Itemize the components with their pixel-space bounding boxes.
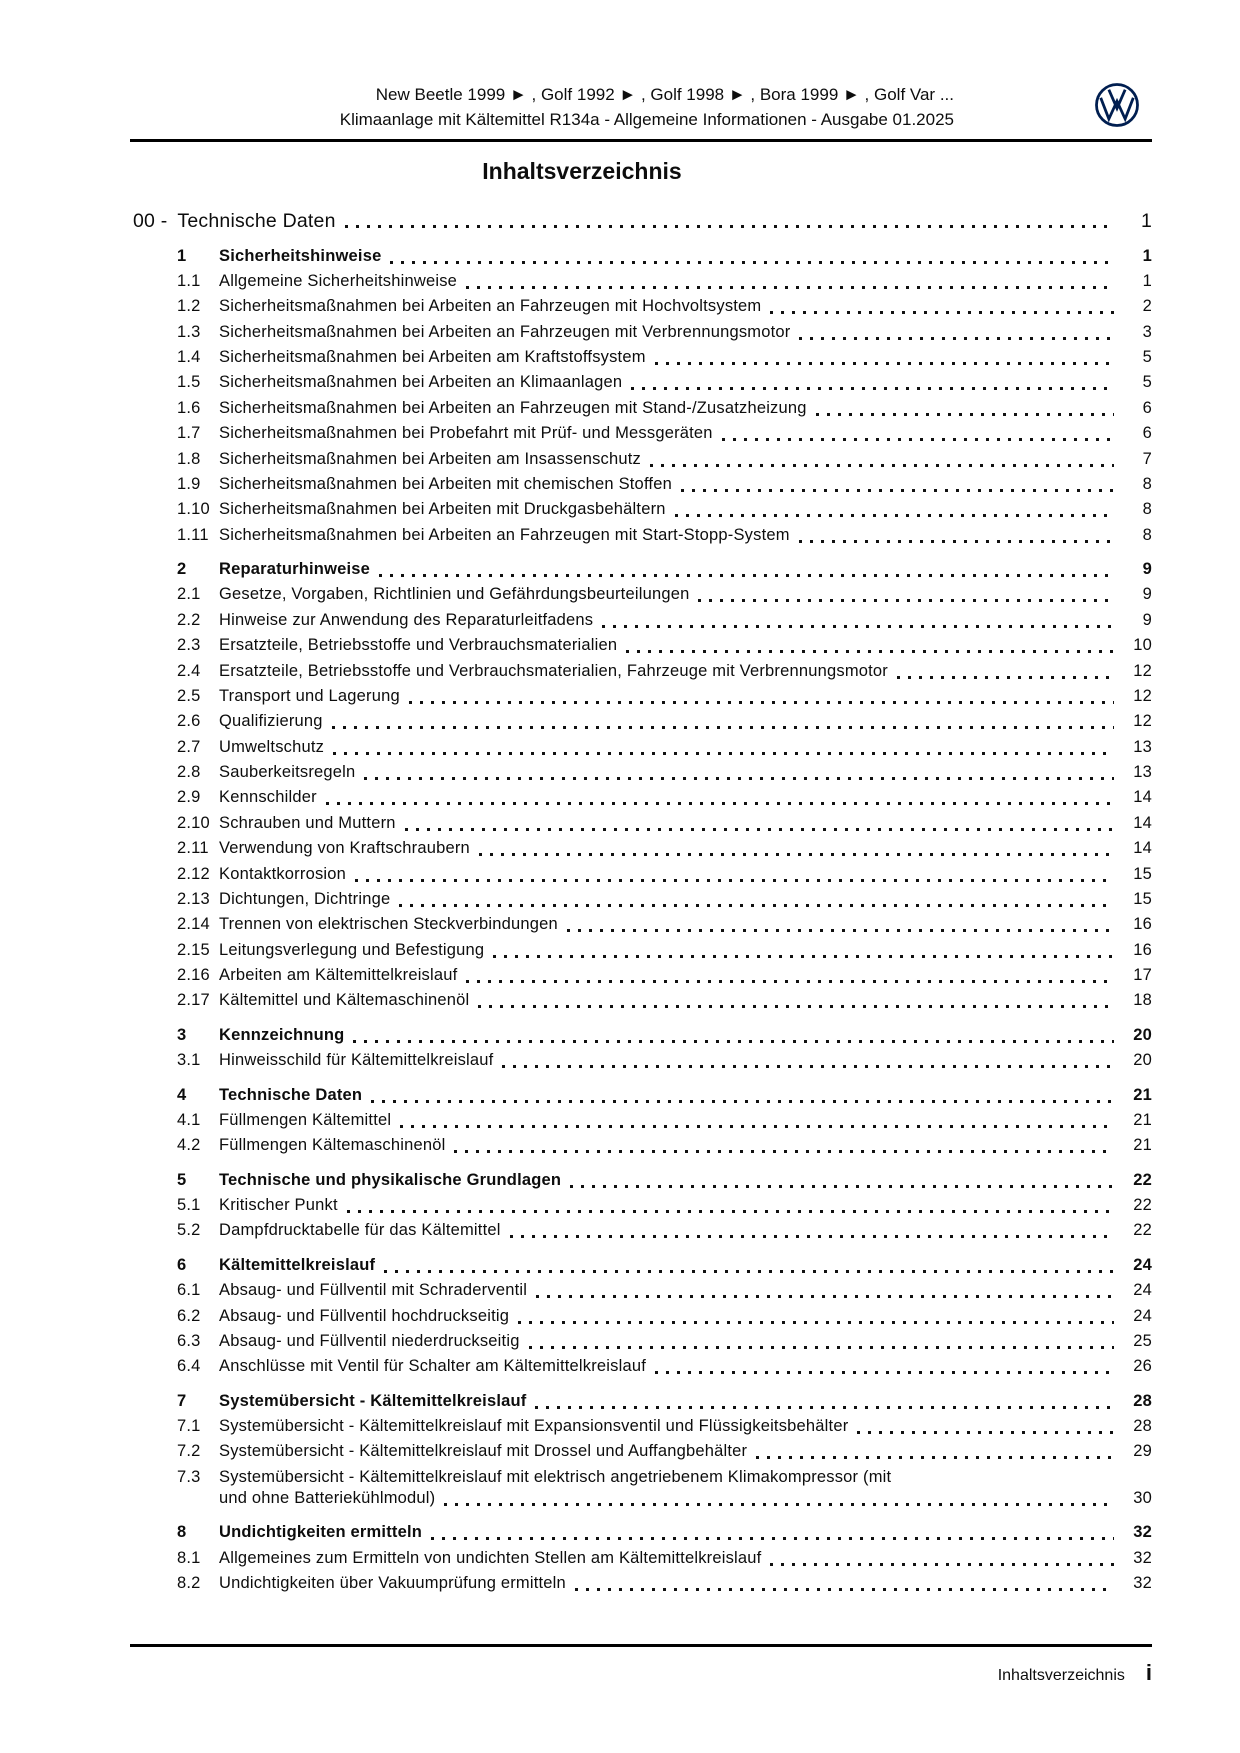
dot-leader	[722, 438, 1114, 441]
toc-entry-number: 4	[177, 1085, 187, 1104]
dot-leader	[857, 1431, 1114, 1434]
toc-entry-number: 1.7	[177, 424, 201, 443]
footer-divider	[130, 1644, 1152, 1647]
dot-leader	[431, 1537, 1114, 1540]
dot-leader	[799, 540, 1114, 543]
dot-leader	[897, 676, 1114, 679]
toc-entry-page: 5	[1142, 373, 1152, 392]
toc-entry-number: 5.1	[177, 1196, 201, 1215]
dot-leader	[650, 464, 1114, 467]
toc-entry-page: 13	[1133, 737, 1152, 756]
toc-entry	[130, 861, 1152, 886]
toc-entry-page: 14	[1133, 788, 1152, 807]
toc-entry	[130, 811, 1152, 836]
dot-leader	[698, 599, 1114, 602]
toc-entry-number: 2.6	[177, 712, 201, 731]
toc-entry-title: Technische und physikalische Grundlagen	[219, 1170, 562, 1189]
dot-leader	[602, 625, 1114, 628]
toc-entry-title: Systemübersicht - Kältemittelkreislauf mit elektrisch angetriebenem Klimakompressor (mit	[219, 1467, 892, 1486]
header-divider	[130, 139, 1152, 142]
dot-leader	[478, 1005, 1114, 1008]
toc-entry-number: 4.1	[177, 1110, 201, 1129]
toc-entry-title: Absaug- und Füllventil niederdruckseitig	[219, 1331, 520, 1350]
dot-leader	[493, 955, 1114, 958]
toc-entry	[130, 1218, 1152, 1243]
toc-entry-page: 16	[1133, 915, 1152, 934]
toc-entry	[130, 1354, 1152, 1379]
toc-entry-number: 7.3	[177, 1467, 201, 1486]
toc-entry-title: Systemübersicht - Kältemittelkreislauf mit Expansionsventil und Flüssigkeitsbehälter	[219, 1417, 849, 1436]
toc-entry-title: Kältemittel und Kältemaschinenöl	[219, 991, 470, 1010]
toc-entry-page: 25	[1133, 1331, 1152, 1350]
page-title: Inhaltsverzeichnis	[482, 158, 682, 184]
toc-entry-number: 2.13	[177, 889, 210, 908]
toc-entry-page: 24	[1133, 1281, 1152, 1300]
toc-entry-title: Umweltschutz	[219, 737, 325, 756]
toc-entry-number: 5.2	[177, 1221, 201, 1240]
dot-leader	[409, 701, 1114, 704]
toc-entry	[130, 912, 1152, 937]
dot-leader	[347, 1210, 1114, 1213]
toc-entry-title: Sicherheitsmaßnahmen bei Arbeiten mit chemischen Stoffen	[219, 474, 672, 493]
dot-leader	[332, 726, 1114, 729]
toc-entry-page: 29	[1133, 1442, 1152, 1461]
dot-leader	[353, 1040, 1114, 1043]
toc-entry	[130, 1133, 1152, 1158]
toc-entry-page: 6	[1142, 398, 1152, 417]
toc-entry-title: Ersatzteile, Betriebsstoffe und Verbrauchsmaterialien	[219, 636, 618, 655]
toc-entry-page: 9	[1142, 585, 1152, 604]
dot-leader	[502, 1065, 1114, 1068]
toc-entry-page: 22	[1133, 1221, 1152, 1240]
toc-entry-number: 5	[177, 1170, 187, 1189]
toc-entry-number: 2.17	[177, 991, 210, 1010]
vw-logo-icon	[1094, 82, 1140, 128]
toc-entry-title: Hinweise zur Anwendung des Reparaturleitfadens	[219, 610, 594, 629]
toc-entry	[130, 1253, 1152, 1278]
toc-entry	[130, 1439, 1152, 1464]
toc-entry-title: Reparaturhinweise	[219, 560, 371, 579]
toc-entry	[130, 1023, 1152, 1048]
toc-entry-number: 1.8	[177, 449, 201, 468]
toc-entry	[130, 1571, 1152, 1596]
toc-entry-title: Füllmengen Kältemaschinenöl	[219, 1136, 446, 1155]
toc-entry-number: 6.1	[177, 1281, 201, 1300]
toc-entry	[130, 963, 1152, 988]
toc-entry-number: 7.2	[177, 1442, 201, 1461]
document-footer	[130, 1644, 1152, 1686]
dot-leader	[655, 362, 1114, 365]
toc-entry-page: 12	[1133, 686, 1152, 705]
toc-entry	[130, 988, 1152, 1013]
toc-entry-page: 28	[1133, 1391, 1152, 1410]
toc-entry	[130, 735, 1152, 760]
toc-entry-number: 2.15	[177, 940, 210, 959]
dot-leader	[454, 1150, 1114, 1153]
toc-entry-number: 1.3	[177, 322, 201, 341]
toc-entry-page: 15	[1133, 889, 1152, 908]
toc-entry-number: 1.10	[177, 500, 210, 519]
toc-entry-number: 1.9	[177, 474, 201, 493]
toc-entry-title: Dichtungen, Dichtringe	[219, 889, 391, 908]
toc-entry-page: 32	[1133, 1573, 1152, 1592]
toc-entry-title: Kritischer Punkt	[219, 1196, 338, 1215]
toc-entry-number: 1.4	[177, 348, 201, 367]
dot-leader	[770, 311, 1114, 314]
toc-entry-page: 9	[1142, 560, 1152, 579]
dot-leader	[756, 1456, 1114, 1459]
toc-entry-number: 7	[177, 1391, 187, 1410]
toc-entry-number: 8	[177, 1523, 187, 1542]
toc-list	[130, 209, 1152, 1596]
toc-entry	[130, 760, 1152, 785]
toc-entry-title: Kennzeichnung	[219, 1025, 345, 1044]
toc-entry	[130, 785, 1152, 810]
dot-leader	[655, 1371, 1114, 1374]
toc-entry	[130, 1193, 1152, 1218]
toc-entry	[130, 557, 1152, 582]
toc-entry-title: Undichtigkeiten ermitteln	[219, 1523, 423, 1542]
toc-entry-title: Sicherheitsmaßnahmen bei Probefahrt mit Prüf- und Messgeräten	[219, 424, 713, 443]
toc-entry-page: 30	[1133, 1488, 1152, 1507]
toc-entry-title: Sicherheitsmaßnahmen bei Arbeiten mit Druckgasbehältern	[219, 500, 666, 519]
toc-entry-title: Ersatzteile, Betriebsstoffe und Verbrauchsmaterialien, Fahrzeuge mit Verbrennungsmotor	[219, 661, 888, 680]
toc-entry-number: 8.1	[177, 1548, 201, 1567]
toc-entry	[130, 1278, 1152, 1303]
dot-leader	[444, 1503, 1114, 1506]
toc-entry-page: 8	[1142, 525, 1152, 544]
dot-leader	[333, 752, 1114, 755]
toc-entry	[130, 1168, 1152, 1193]
dot-leader	[371, 1100, 1114, 1103]
dot-leader	[799, 337, 1114, 340]
toc-entry	[130, 446, 1152, 471]
toc-entry-page: 17	[1133, 966, 1152, 985]
toc-entry-title: Trennen von elektrischen Steckverbindungen	[219, 915, 558, 934]
toc-entry-title: Absaug- und Füllventil mit Schraderventil	[219, 1281, 528, 1300]
toc-entry-title: Leitungsverlegung und Befestigung	[219, 940, 485, 959]
toc-entry-page: 28	[1133, 1417, 1152, 1436]
header-model-line: New Beetle 1999 ► , Golf 1992 ► , Golf 1998 ► , Bora 1999 ► , Golf Var ...	[375, 85, 954, 104]
toc-entry-title: Gesetze, Vorgaben, Richtlinien und Gefährdungsbeurteilungen	[219, 585, 690, 604]
toc-entry-title: Allgemeines zum Ermitteln von undichten Stellen am Kältemittelkreislauf	[219, 1548, 762, 1567]
toc-entry-page: 21	[1133, 1110, 1152, 1129]
toc-entry-title: Undichtigkeiten über Vakuumprüfung ermitteln	[219, 1573, 566, 1592]
dot-leader	[400, 1125, 1114, 1128]
dot-leader	[399, 904, 1114, 907]
dot-leader	[479, 853, 1114, 856]
toc-entry-number: 2.10	[177, 813, 210, 832]
toc-entry-number: 1.5	[177, 373, 201, 392]
toc-entry-page: 18	[1133, 991, 1152, 1010]
toc-entry	[130, 608, 1152, 633]
toc-entry	[130, 320, 1152, 345]
dot-leader	[355, 879, 1114, 882]
toc-entry-title: Qualifizierung	[219, 712, 323, 731]
dot-leader	[529, 1346, 1114, 1349]
toc-entry	[130, 345, 1152, 370]
toc-entry-number: 7.1	[177, 1417, 201, 1436]
dot-leader	[575, 1588, 1114, 1591]
toc-entry-number: 1.2	[177, 297, 201, 316]
toc-entry-number: 2.14	[177, 915, 210, 934]
toc-entry	[130, 709, 1152, 734]
toc-entry-title: Schrauben und Muttern	[219, 813, 396, 832]
toc-entry	[130, 1545, 1152, 1570]
dot-leader	[536, 1295, 1114, 1298]
toc-entry	[130, 396, 1152, 421]
toc-entry	[130, 1329, 1152, 1354]
toc-entry-number: 2.1	[177, 585, 201, 604]
toc-entry-number: 4.2	[177, 1136, 201, 1155]
dot-leader	[364, 777, 1114, 780]
toc-entry-page: 26	[1133, 1357, 1152, 1376]
dot-leader	[466, 286, 1114, 289]
toc-entry-title: Kontaktkorrosion	[219, 864, 347, 883]
toc-entry-title: Sicherheitsmaßnahmen bei Arbeiten an Fahrzeugen mit Stand-/Zusatzheizung	[219, 398, 807, 417]
toc-entry-title: Sicherheitsmaßnahmen bei Arbeiten am Insassenschutz	[219, 449, 641, 468]
toc-entry-title: Arbeiten am Kältemittelkreislauf	[219, 966, 458, 985]
toc-entry-number: 6.4	[177, 1357, 201, 1376]
toc-entry	[130, 1108, 1152, 1133]
toc-entry-title: Dampfdrucktabelle für das Kältemittel	[219, 1221, 501, 1240]
toc-entry-page: 1	[1142, 246, 1152, 265]
dot-leader	[390, 261, 1114, 264]
toc-entry-number: 1.1	[177, 271, 201, 290]
toc-entry-page: 8	[1142, 500, 1152, 519]
toc-entry-title: Absaug- und Füllventil hochdruckseitig	[219, 1306, 510, 1325]
toc-entry-number: 1.11	[177, 525, 209, 544]
toc-entry-number: 3.1	[177, 1051, 201, 1070]
dot-leader	[770, 1563, 1114, 1566]
toc-entry-number: 2.9	[177, 788, 201, 807]
toc-entry	[130, 658, 1152, 683]
dot-leader	[570, 1185, 1114, 1188]
toc-entry	[130, 1520, 1152, 1545]
toc-entry-page: 10	[1133, 636, 1152, 655]
toc-entry-title: Allgemeine Sicherheitshinweise	[219, 271, 458, 290]
dot-leader	[681, 489, 1114, 492]
toc-entry-number: 6.2	[177, 1306, 201, 1325]
toc-entry-page: 20	[1133, 1025, 1152, 1044]
header-subtitle-line: Klimaanlage mit Kältemittel R134a - Allgemeine Informationen - Ausgabe 01.2025	[339, 110, 954, 129]
toc-entry-title: Systemübersicht - Kältemittelkreislauf	[219, 1391, 527, 1410]
toc-entry	[130, 269, 1152, 294]
toc-entry	[130, 370, 1152, 395]
toc-entry-number: 3	[177, 1025, 187, 1044]
toc-entry	[130, 209, 1152, 234]
toc-entry	[130, 1048, 1152, 1073]
toc-entry-number: 6	[177, 1255, 187, 1274]
toc-entry	[130, 1414, 1152, 1439]
toc-entry-title: Füllmengen Kältemittel	[219, 1110, 392, 1129]
toc-entry-title: Verwendung von Kraftschraubern	[219, 839, 470, 858]
toc-entry-title: Sicherheitsmaßnahmen bei Arbeiten an Klimaanlagen	[219, 373, 623, 392]
footer-label: Inhaltsverzeichnis	[997, 1667, 1125, 1684]
toc-entry-number: 8.2	[177, 1573, 201, 1592]
toc-entry-number: 2.11	[177, 839, 209, 858]
footer-page-number: i	[1145, 1660, 1152, 1685]
toc-entry-number: 1.6	[177, 398, 201, 417]
toc-entry	[130, 497, 1152, 522]
toc-entry	[130, 836, 1152, 861]
toc-entry	[130, 294, 1152, 319]
document-header	[130, 82, 1152, 132]
toc-entry	[130, 523, 1152, 548]
toc-entry	[130, 1082, 1152, 1107]
toc-entry-page: 12	[1133, 712, 1152, 731]
toc-entry-page: 14	[1133, 813, 1152, 832]
toc-entry-title: Kennschilder	[219, 788, 317, 807]
toc-entry-page: 20	[1133, 1051, 1152, 1070]
dot-leader	[326, 802, 1114, 805]
toc-entry-page: 32	[1133, 1523, 1152, 1542]
dot-leader	[567, 929, 1114, 932]
toc-entry-title-continued: und ohne Batteriekühlmodul)	[219, 1488, 436, 1507]
toc-entry-number: 00 -	[133, 210, 168, 233]
toc-entry-page: 21	[1133, 1085, 1152, 1104]
toc-entry	[130, 1389, 1152, 1414]
toc-entry-page: 5	[1142, 348, 1152, 367]
dot-leader	[816, 413, 1114, 416]
toc-entry-title: Anschlüsse mit Ventil für Schalter am Kältemittelkreislauf	[219, 1357, 647, 1376]
toc-entry-page: 6	[1142, 424, 1152, 443]
toc-entry-title: Technische Daten	[177, 210, 336, 233]
dot-leader	[510, 1235, 1114, 1238]
toc-entry-page: 1	[1142, 271, 1152, 290]
toc-entry-page: 3	[1142, 322, 1152, 341]
toc-entry-page: 12	[1133, 661, 1152, 680]
dot-leader	[535, 1406, 1114, 1409]
dot-leader	[405, 828, 1114, 831]
toc-entry	[130, 472, 1152, 497]
dot-leader	[631, 387, 1114, 390]
toc-entry-page: 2	[1142, 297, 1152, 316]
toc-entry-number: 2.16	[177, 966, 210, 985]
toc-entry	[130, 421, 1152, 446]
dot-leader	[466, 980, 1114, 983]
toc-entry-page: 32	[1133, 1548, 1152, 1567]
toc-entry-title: Sauberkeitsregeln	[219, 763, 356, 782]
toc-entry-page: 14	[1133, 839, 1152, 858]
dot-leader	[518, 1321, 1114, 1324]
toc-entry-title: Sicherheitsmaßnahmen bei Arbeiten an Fahrzeugen mit Verbrennungsmotor	[219, 322, 791, 341]
toc-entry	[130, 243, 1152, 268]
toc-entry	[130, 684, 1152, 709]
toc-entry-page: 24	[1133, 1255, 1152, 1274]
toc-entry	[130, 633, 1152, 658]
toc-entry-page: 13	[1133, 763, 1152, 782]
toc-entry-page: 21	[1133, 1136, 1152, 1155]
dot-leader	[626, 650, 1114, 653]
toc-entry-page: 1	[1140, 210, 1152, 233]
toc-entry-title: Sicherheitshinweise	[219, 246, 382, 265]
toc-entry-page: 7	[1142, 449, 1152, 468]
toc-entry-page: 8	[1142, 474, 1152, 493]
header-text-block	[340, 82, 954, 132]
toc-entry	[130, 938, 1152, 963]
toc-entry-title: Technische Daten	[219, 1085, 363, 1104]
toc-entry	[130, 1465, 1152, 1511]
toc-entry-page: 22	[1133, 1170, 1152, 1189]
toc-entry-number: 2.7	[177, 737, 201, 756]
toc-entry-number: 1	[177, 246, 187, 265]
toc-entry-number: 2.3	[177, 636, 201, 655]
toc-entry-title: Kältemittelkreislauf	[219, 1255, 376, 1274]
toc-entry	[130, 582, 1152, 607]
toc-entry-title: Sicherheitsmaßnahmen bei Arbeiten am Kraftstoffsystem	[219, 348, 646, 367]
toc-entry-title: Sicherheitsmaßnahmen bei Arbeiten an Fahrzeugen mit Start-Stopp-System	[219, 525, 790, 544]
dot-leader	[379, 574, 1114, 577]
toc-entry-page: 9	[1142, 610, 1152, 629]
dot-leader	[345, 225, 1114, 228]
toc-entry-page: 22	[1133, 1196, 1152, 1215]
toc-entry-title: Transport und Lagerung	[219, 686, 400, 705]
toc-entry	[130, 1303, 1152, 1328]
toc-entry	[130, 887, 1152, 912]
toc-entry-number: 2	[177, 560, 187, 579]
toc-entry-title: Hinweisschild für Kältemittelkreislauf	[219, 1051, 494, 1070]
dot-leader	[675, 514, 1114, 517]
toc-entry-title: Sicherheitsmaßnahmen bei Arbeiten an Fahrzeugen mit Hochvoltsystem	[219, 297, 762, 316]
toc-entry-title: Systemübersicht - Kältemittelkreislauf mit Drossel und Auffangbehälter	[219, 1442, 748, 1461]
toc-entry-number: 2.2	[177, 610, 201, 629]
toc-entry-page: 16	[1133, 940, 1152, 959]
toc-entry-number: 2.12	[177, 864, 210, 883]
toc-entry-number: 6.3	[177, 1331, 201, 1350]
toc-entry-number: 2.8	[177, 763, 201, 782]
toc-entry-page: 24	[1133, 1306, 1152, 1325]
toc-entry-number: 2.5	[177, 686, 201, 705]
toc-entry-number: 2.4	[177, 661, 201, 680]
dot-leader	[384, 1270, 1114, 1273]
toc-entry-page: 15	[1133, 864, 1152, 883]
